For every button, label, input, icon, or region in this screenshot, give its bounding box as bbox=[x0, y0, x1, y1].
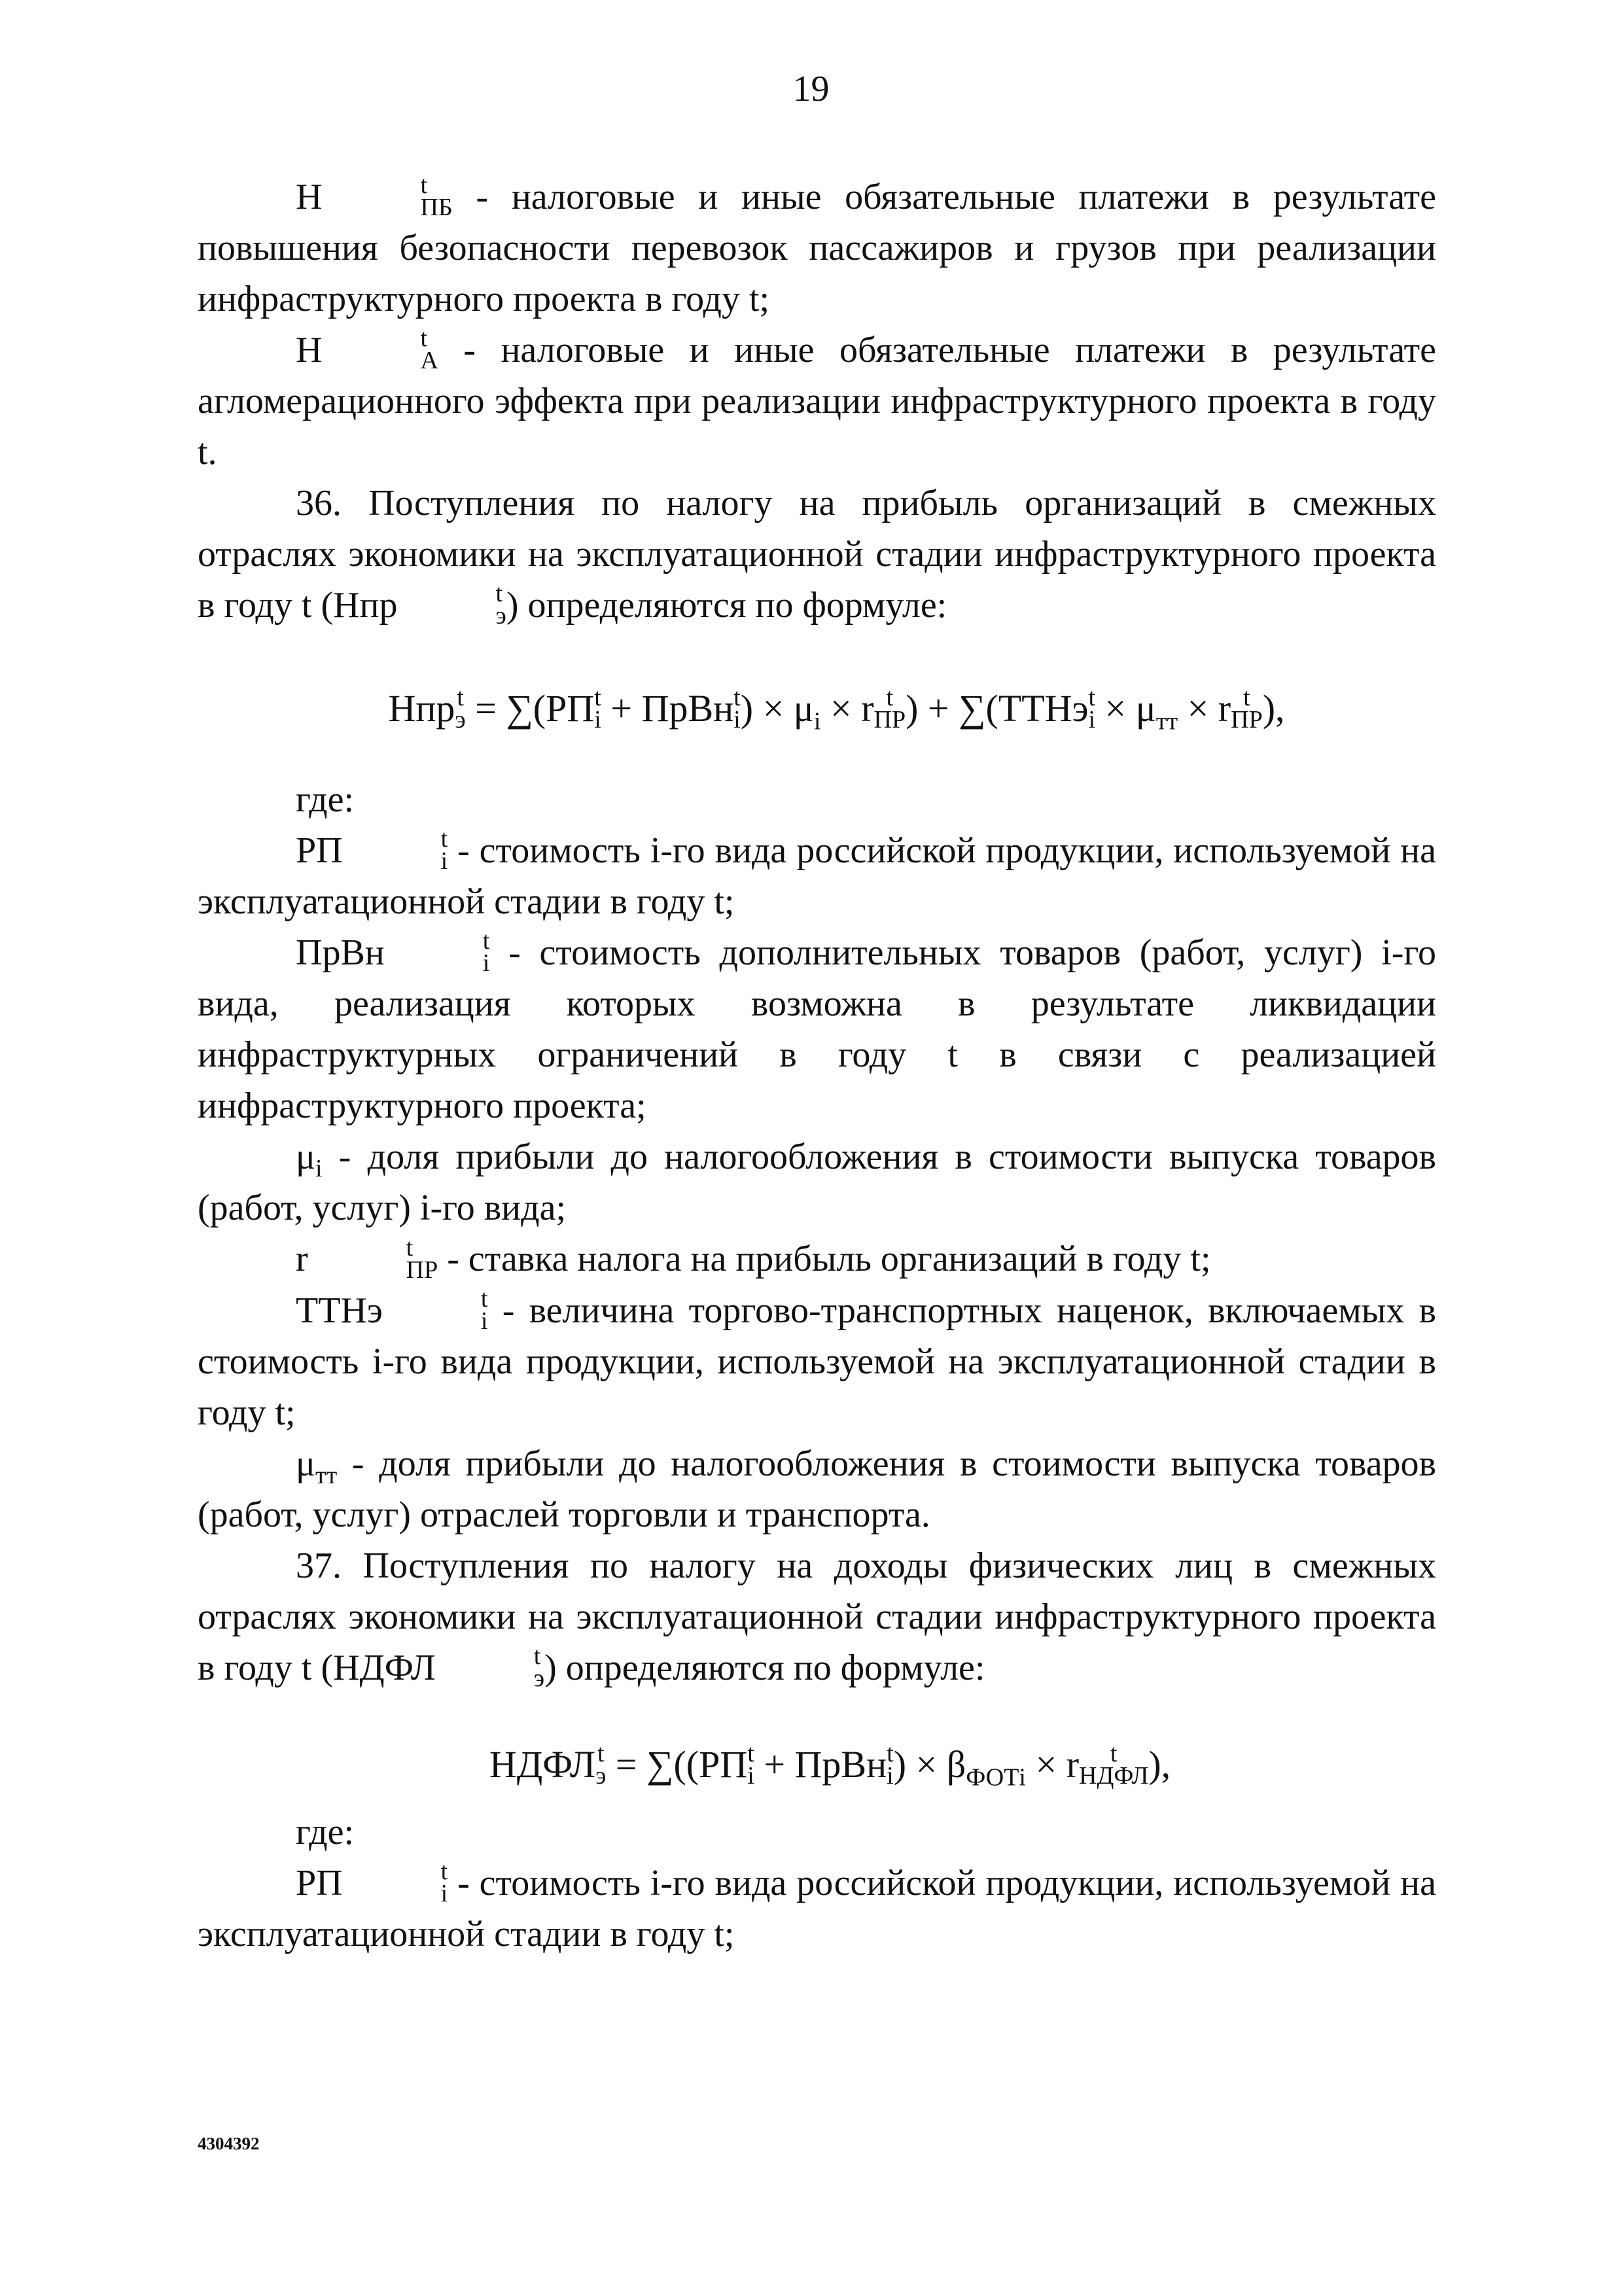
symbol-na: Н t А bbox=[296, 325, 438, 375]
formula-profit-tax: Нпр t э = ∑(РП t i + ПрВн t i ) × $\mu_i \times r$ t ПР ) + ∑(ТТНэ t i × $\mu_{тт} \times r$ t ПР ), bbox=[388, 684, 1285, 736]
definition-rp: РП t i - стоимость i-го вида российской продукции, используемой на эксплуатационной стадии в году t; bbox=[198, 825, 1436, 923]
definition-ttne: ТТНэ t i - величина торгово-транспортных наценок, включаемых в стоимость i-го вида продукции, используемой на эксплуатационной стадии в году t; bbox=[198, 1284, 1436, 1433]
symbol-npr-inline: Нпр t э bbox=[333, 580, 506, 630]
definition-na: Н t А - налоговые и иные обязательные платежи в результате агломерационного эффекта при реализации инфраструктурного проекта в году t. bbox=[198, 325, 1436, 473]
definition-rp-2: РП t i - стоимость i-го вида российской продукции, используемой на эксплуатационной стадии в году t; bbox=[198, 1857, 1436, 1954]
symbol-npb: Н t ПБ bbox=[296, 171, 453, 222]
paragraph-37: 37. Поступления по налогу на доходы физических лиц в смежных отраслях экономики на эксплуатационной стадии инфраструктурного проекта в году t (НДФЛ t э ) определяются по формуле: bbox=[198, 1545, 1436, 1692]
paragraph-36: 36. Поступления по налогу на прибыль организаций в смежных отраслях экономики на эксплуатационной стадии инфраструктурного проекта в году t (Нпр t э ) определяются по формуле: bbox=[198, 483, 1436, 630]
page-number: 19 bbox=[792, 69, 830, 109]
where-label-2: где: bbox=[296, 1811, 355, 1852]
definition-npb: Н t ПБ - налоговые и иные обязательные платежи в результате повышения безопасности перевозок пассажиров и грузов при реализации инфраструктурного проекта в году t; bbox=[198, 171, 1436, 320]
symbol-ndfl-inline: НДФЛ t э bbox=[333, 1642, 545, 1692]
definition-r-pr: r t ПР - ставка налога на прибыль организаций в году t; bbox=[296, 1233, 1211, 1284]
formula-income-tax: НДФЛ t э = ∑((РП t i + ПрВн t i ) × $\beta_{ФОТi} \times r$ t НДФЛ ), bbox=[489, 1739, 1171, 1792]
where-label-1: где: bbox=[296, 779, 355, 821]
document-id: 4304392 bbox=[198, 2134, 260, 2153]
document-body bbox=[198, 171, 1436, 1960]
definition-prvn: ПрВн t i - стоимость дополнительных товаров (работ, услуг) i-го вида, реализация которых возможна в результате ликвидации инфраструктурных ограничений в году t в связи с реализацией инфраструктурного проекта; bbox=[198, 927, 1436, 1127]
definition-mu-tt: $\mu_{тт}$ - доля прибыли до налогообложения в стоимости выпуска товаров (работ, услуг) отраслей торговли и транспорта. bbox=[198, 1443, 1436, 1535]
definition-mu: $\mu_i$ - доля прибыли до налогообложения в стоимости выпуска товаров (работ, услуг) i-го вида; bbox=[198, 1137, 1436, 1229]
